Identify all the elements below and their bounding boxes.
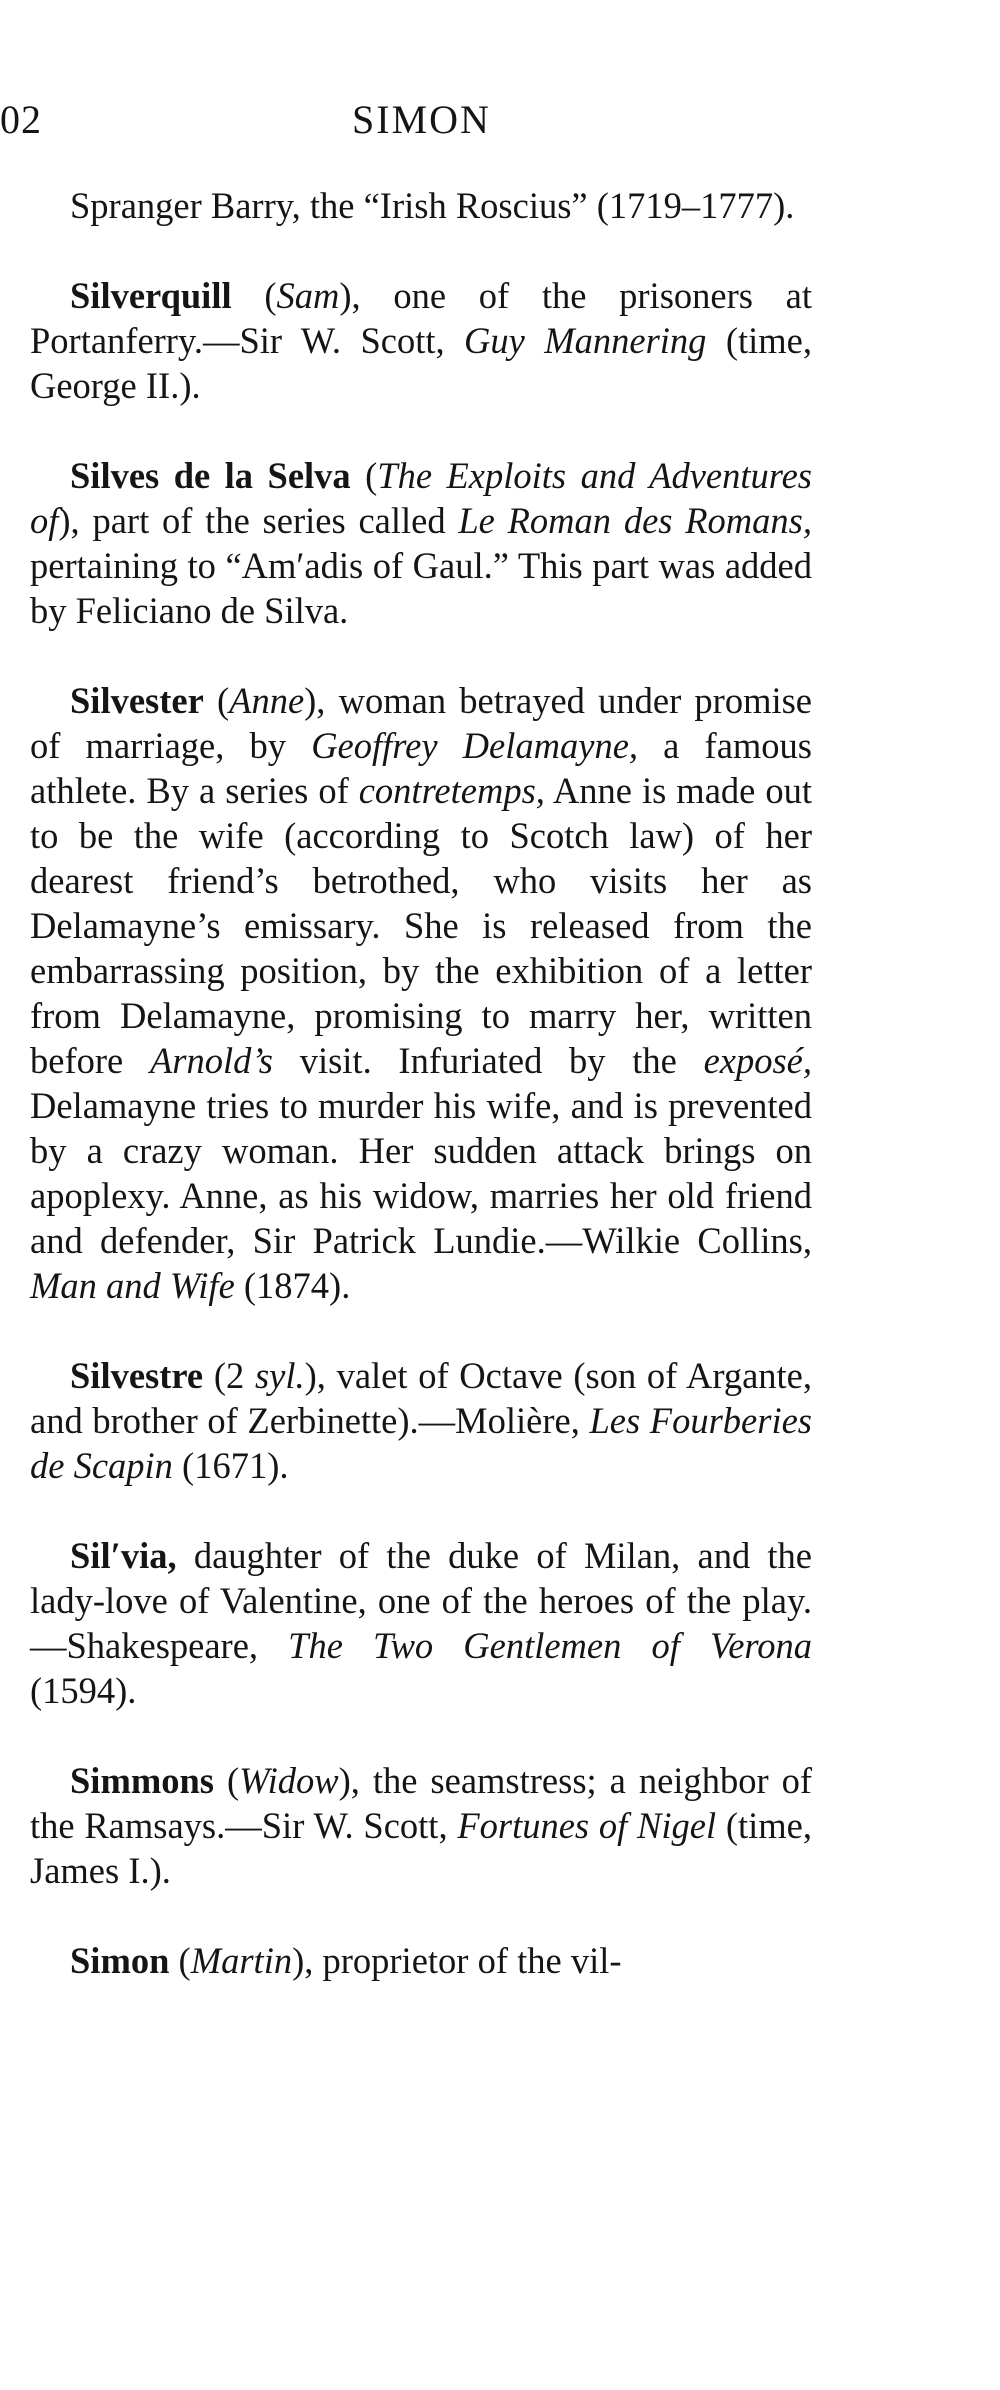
entry-text: ), part of the series called	[58, 500, 459, 541]
entry-text: daughter of the duke of Milan, and the lady-love of Valentine, one of the heroes of the play.—Shakespeare,	[30, 1535, 812, 1666]
entry-italic: contretemps,	[358, 770, 545, 811]
entry-text: (time, James I.).	[30, 1805, 812, 1891]
entry-italic: The Exploits and Adventures of	[30, 455, 812, 541]
entry-italic: Martin	[190, 1940, 293, 1981]
entry-simon	[30, 1938, 812, 1983]
headword: Silves de la Selva	[70, 455, 351, 496]
entry-silverquill	[30, 273, 812, 408]
headword: Simon	[70, 1940, 170, 1981]
headword: Silverquill	[70, 275, 232, 316]
entry-silvestre	[30, 1353, 812, 1488]
entry-text: ), the seamstress; a neighbor of the Ramsays.—Sir W. Scott,	[30, 1760, 813, 1846]
entry-text: ), woman betrayed under promise of marriage, by	[30, 680, 813, 766]
entry-italic: Fortunes of Nigel	[457, 1805, 717, 1846]
entry-italic: Widow	[239, 1760, 339, 1801]
entry-silves-de-la-selva	[30, 453, 812, 633]
page-header	[0, 96, 1000, 156]
entry-italic: The Two Gentlemen of Verona	[288, 1625, 812, 1666]
entry-text: ), one of the prisoners at Portanferry.—Sir W. Scott,	[30, 275, 812, 361]
headword: Simmons	[70, 1760, 215, 1801]
entry-text: (1671).	[172, 1445, 289, 1486]
entry-silvester	[30, 678, 812, 1308]
entry-text: (	[203, 680, 230, 721]
entry-text: ), valet of Octave (son of Argante, and brother of Zerbinette).—Molière,	[30, 1355, 812, 1441]
entry-italic: Anne	[229, 680, 305, 721]
entry-text: (1874).	[234, 1265, 351, 1306]
entry-text: Anne is made out to be the wife (according to Scotch law) of her dearest friend’s betrothed, who visits her as Delamayne’s emissary. She is released from the embarrassing position, by the exhibition of a letter from Delamayne, promising to marry her, written before	[30, 770, 812, 1081]
entry-italic: exposé,	[703, 1040, 812, 1081]
entry-simmons	[30, 1758, 812, 1893]
entry-text: visit. Infuriated by the	[272, 1040, 704, 1081]
entry-italic: Guy Mannering	[464, 320, 707, 361]
entry-italic: Le Roman des Romans,	[458, 500, 812, 541]
entry-silvia	[30, 1533, 812, 1713]
headword: Silvester	[70, 680, 204, 721]
entry-text: ), proprietor of the vil-	[292, 1940, 622, 1981]
entry-text: Delamayne tries to murder his wife, and is prevented by a crazy woman. Her sudden attack brings on apoplexy. Anne, as his widow, marries her old friend and defender, Sir Patrick Lundie.—Wilkie Collins,	[30, 1085, 812, 1261]
entry-italic: Man and Wife	[30, 1265, 235, 1306]
entries-column	[30, 183, 812, 1983]
entry-text: (	[169, 1940, 191, 1981]
entry-italic: syl.	[254, 1355, 305, 1396]
entry-text: (	[350, 455, 378, 496]
entry-italic: Arnold’s	[149, 1040, 273, 1081]
running-head: SIMON	[352, 97, 491, 142]
entry-text: (time, George II.).	[30, 320, 812, 406]
entry-continuation	[30, 183, 812, 228]
headword: Silvestre	[70, 1355, 204, 1396]
headword: Sil′via,	[70, 1535, 177, 1576]
entry-text: (1594).	[30, 1670, 137, 1711]
entry-italic: Geoffrey Delamayne,	[311, 725, 639, 766]
entry-text: (	[214, 1760, 240, 1801]
entry-text: a famous athlete. By a series of	[30, 725, 812, 811]
entry-italic: Les Fourberies de Scapin	[30, 1400, 812, 1486]
entry-text: Spranger Barry, the “Irish Roscius” (1719–1777).	[70, 185, 795, 226]
entry-italic: Sam	[276, 275, 340, 316]
entry-text: pertaining to “Am′adis of Gaul.” This part was added by Feliciano de Silva.	[30, 545, 812, 631]
page-number: 02	[0, 97, 42, 142]
entry-text: (	[231, 275, 277, 316]
entry-text: (2	[203, 1355, 255, 1396]
